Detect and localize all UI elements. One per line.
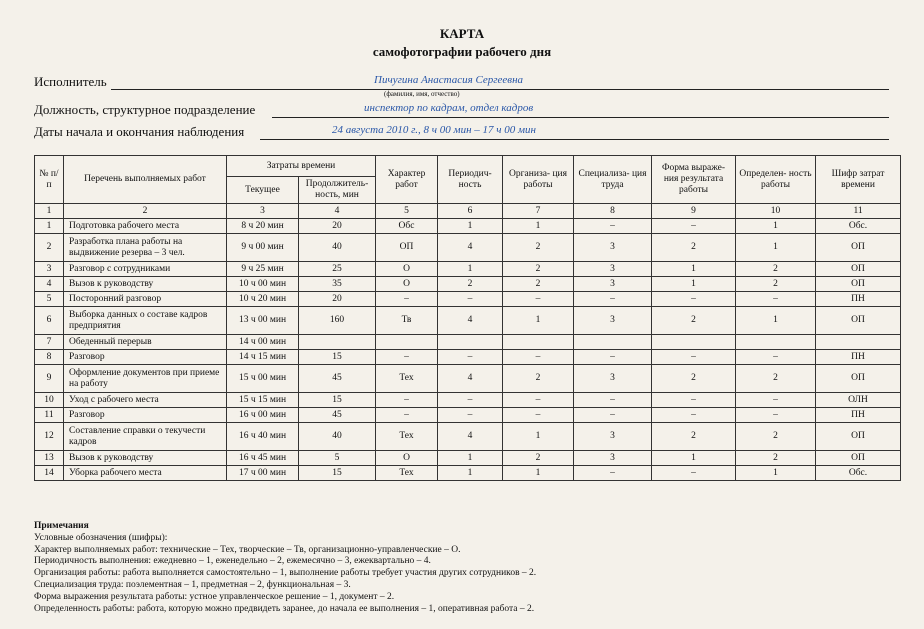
work-name: Выборка данных о составе кадров предприятия <box>64 307 227 335</box>
work-character: – <box>376 393 438 408</box>
table-row <box>35 408 901 423</box>
header-character: Характер работ <box>376 156 438 204</box>
row-number: 7 <box>35 335 64 350</box>
row-number: 1 <box>35 219 64 234</box>
certainty: 1 <box>736 234 816 262</box>
dates-label: Даты начала и окончания наблюдения <box>34 124 245 139</box>
time-code: Обс. <box>816 219 901 234</box>
specialization: – <box>574 292 652 307</box>
certainty: – <box>736 350 816 365</box>
duration: 15 <box>299 393 376 408</box>
result-form: 2 <box>652 307 736 335</box>
organization: 1 <box>503 466 574 481</box>
time-code: ПН <box>816 350 901 365</box>
header-duration: Продолжитель- ность, мин <box>299 177 376 204</box>
column-number: 1 <box>35 204 64 219</box>
work-name: Вызов к руководству <box>64 277 227 292</box>
current-time: 15 ч 00 мин <box>227 365 299 393</box>
row-number: 14 <box>35 466 64 481</box>
document-subtitle: самофотографии рабочего дня <box>372 44 552 59</box>
work-character: Обс <box>376 219 438 234</box>
specialization: – <box>574 219 652 234</box>
table-body <box>35 204 901 481</box>
work-name: Разговор с сотрудниками <box>64 262 227 277</box>
time-code: ОП <box>816 423 901 451</box>
table-row <box>35 466 901 481</box>
row-number: 12 <box>35 423 64 451</box>
work-character: ОП <box>376 234 438 262</box>
column-number: 2 <box>64 204 227 219</box>
header-periodicity: Периодич- ность <box>438 156 503 204</box>
current-time: 9 ч 25 мин <box>227 262 299 277</box>
row-number: 2 <box>35 234 64 262</box>
certainty: 2 <box>736 365 816 393</box>
organization: 1 <box>503 423 574 451</box>
row-number: 11 <box>35 408 64 423</box>
time-code <box>816 335 901 350</box>
duration: 15 <box>299 350 376 365</box>
work-character: – <box>376 408 438 423</box>
duration: 45 <box>299 408 376 423</box>
column-number: 6 <box>438 204 503 219</box>
result-form: 2 <box>652 365 736 393</box>
notes-heading: Примечания <box>34 521 89 531</box>
notes-section <box>34 521 536 615</box>
work-name: Разработка плана работы на выдвижение резерва – 3 чел. <box>64 234 227 262</box>
work-character <box>376 335 438 350</box>
current-time: 16 ч 40 мин <box>227 423 299 451</box>
periodicity: – <box>438 393 503 408</box>
periodicity: – <box>438 292 503 307</box>
work-name: Уход с рабочего места <box>64 393 227 408</box>
certainty: 1 <box>736 307 816 335</box>
result-form: 1 <box>652 277 736 292</box>
specialization: 3 <box>574 451 652 466</box>
note-line: Характер выполняемых работ: технические – Тех, творческие – Тв, организационно-управленческие – О. <box>34 544 461 555</box>
table-row <box>35 292 901 307</box>
work-character: – <box>376 350 438 365</box>
duration: 25 <box>299 262 376 277</box>
column-number: 11 <box>816 204 901 219</box>
column-number: 5 <box>376 204 438 219</box>
table-row <box>35 307 901 335</box>
current-time: 8 ч 20 мин <box>227 219 299 234</box>
table-row <box>35 277 901 292</box>
duration: 5 <box>299 451 376 466</box>
time-code: ОЛН <box>816 393 901 408</box>
header-organization: Организа- ция работы <box>503 156 574 204</box>
document-header <box>0 26 924 60</box>
time-code: ПН <box>816 292 901 307</box>
current-time: 9 ч 00 мин <box>227 234 299 262</box>
table-row <box>35 365 901 393</box>
work-character: Тех <box>376 423 438 451</box>
duration: 40 <box>299 423 376 451</box>
header-certainty: Определен- ность работы <box>736 156 816 204</box>
current-time: 17 ч 00 мин <box>227 466 299 481</box>
note-line: Определенность работы: работа, которую можно предвидеть заранее, до начала ее выполнения – 1, оперативная работа – 2. <box>34 603 535 614</box>
position-field <box>34 102 900 120</box>
organization: 2 <box>503 277 574 292</box>
executor-underline <box>111 89 889 90</box>
periodicity <box>438 335 503 350</box>
column-number: 10 <box>736 204 816 219</box>
dates-underline <box>260 139 889 140</box>
table-row <box>35 234 901 262</box>
work-character: Тех <box>376 365 438 393</box>
position-label: Должность, структурное подразделение <box>34 102 256 117</box>
work-name: Посторонний разговор <box>64 292 227 307</box>
work-name: Уборка рабочего места <box>64 466 227 481</box>
periodicity: – <box>438 350 503 365</box>
position-underline <box>272 117 889 118</box>
time-code: ОП <box>816 451 901 466</box>
work-character: Тв <box>376 307 438 335</box>
certainty: 1 <box>736 466 816 481</box>
column-number: 9 <box>652 204 736 219</box>
duration: 15 <box>299 466 376 481</box>
current-time: 10 ч 20 мин <box>227 292 299 307</box>
work-character: Тех <box>376 466 438 481</box>
work-character: О <box>376 277 438 292</box>
result-form: 1 <box>652 262 736 277</box>
periodicity: 4 <box>438 307 503 335</box>
result-form <box>652 335 736 350</box>
work-name: Обеденный перерыв <box>64 335 227 350</box>
specialization: 3 <box>574 423 652 451</box>
result-form: – <box>652 408 736 423</box>
current-time: 14 ч 15 мин <box>227 350 299 365</box>
time-code: ОП <box>816 365 901 393</box>
dates-field <box>34 124 900 142</box>
certainty: 2 <box>736 262 816 277</box>
duration: 20 <box>299 219 376 234</box>
table-row <box>35 262 901 277</box>
table-row <box>35 393 901 408</box>
current-time: 10 ч 00 мин <box>227 277 299 292</box>
row-number: 10 <box>35 393 64 408</box>
row-number: 9 <box>35 365 64 393</box>
organization: 1 <box>503 307 574 335</box>
organization: 2 <box>503 451 574 466</box>
row-number: 6 <box>35 307 64 335</box>
table-row <box>35 423 901 451</box>
note-line: Периодичность выполнения: ежедневно – 1, еженедельно – 2, ежемесячно – 3, ежеквартально – 4. <box>34 556 431 567</box>
organization <box>503 335 574 350</box>
time-code: ПН <box>816 408 901 423</box>
result-form: – <box>652 219 736 234</box>
row-number: 4 <box>35 277 64 292</box>
workday-table <box>34 155 901 481</box>
header-specialization: Специализа- ция труда <box>574 156 652 204</box>
table-row <box>35 451 901 466</box>
header-num: № п/п <box>35 156 64 204</box>
periodicity: 4 <box>438 365 503 393</box>
certainty <box>736 335 816 350</box>
header-work: Перечень выполняемых работ <box>64 156 227 204</box>
work-name: Подготовка рабочего места <box>64 219 227 234</box>
specialization: 3 <box>574 307 652 335</box>
periodicity: 4 <box>438 234 503 262</box>
periodicity: 1 <box>438 262 503 277</box>
organization: 2 <box>503 365 574 393</box>
header-current: Текущее <box>227 177 299 204</box>
row-number: 5 <box>35 292 64 307</box>
time-code: ОП <box>816 262 901 277</box>
result-form: 2 <box>652 234 736 262</box>
work-name: Оформление документов при приеме на работу <box>64 365 227 393</box>
specialization: – <box>574 350 652 365</box>
dates-value: 24 августа 2010 г., 8 ч 00 мин – 17 ч 00 мин <box>332 124 537 136</box>
result-form: – <box>652 350 736 365</box>
time-code: ОП <box>816 277 901 292</box>
certainty: 1 <box>736 219 816 234</box>
work-character: – <box>376 292 438 307</box>
specialization: 3 <box>574 234 652 262</box>
periodicity: 1 <box>438 451 503 466</box>
duration: 160 <box>299 307 376 335</box>
current-time: 15 ч 15 мин <box>227 393 299 408</box>
column-number: 7 <box>503 204 574 219</box>
executor-field <box>34 74 900 98</box>
time-code: ОП <box>816 307 901 335</box>
executor-value: Пичугина Анастасия Сергеевна <box>374 74 524 86</box>
work-name: Составление справки о текучести кадров <box>64 423 227 451</box>
periodicity: – <box>438 408 503 423</box>
note-line: Организация работы: работа выполняется самостоятельно – 1, выполнение работы требует участия других сотрудников – 2. <box>34 568 537 579</box>
specialization: – <box>574 466 652 481</box>
header-result-form: Форма выраже- ния результата работы <box>652 156 736 204</box>
periodicity: 4 <box>438 423 503 451</box>
executor-label: Исполнитель <box>34 74 107 89</box>
note-line: Специализация труда: поэлементная – 1, предметная – 2, функциональная – 3. <box>34 579 351 590</box>
duration: 35 <box>299 277 376 292</box>
work-name: Разговор <box>64 408 227 423</box>
specialization: 3 <box>574 365 652 393</box>
table-row <box>35 335 901 350</box>
periodicity: 1 <box>438 466 503 481</box>
duration: 20 <box>299 292 376 307</box>
result-form: 2 <box>652 423 736 451</box>
duration: 40 <box>299 234 376 262</box>
time-code: ОП <box>816 234 901 262</box>
work-character: О <box>376 451 438 466</box>
organization: – <box>503 408 574 423</box>
current-time: 16 ч 00 мин <box>227 408 299 423</box>
result-form: – <box>652 466 736 481</box>
organization: – <box>503 292 574 307</box>
work-name: Разговор <box>64 350 227 365</box>
specialization: 3 <box>574 262 652 277</box>
result-form: 1 <box>652 451 736 466</box>
duration: 45 <box>299 365 376 393</box>
row-number: 3 <box>35 262 64 277</box>
certainty: 2 <box>736 451 816 466</box>
table-row <box>35 350 901 365</box>
row-number: 13 <box>35 451 64 466</box>
executor-hint: (фамилия, имя, отчество) <box>384 90 460 98</box>
position-value: инспектор по кадрам, отдел кадров <box>364 102 534 114</box>
certainty: – <box>736 393 816 408</box>
work-character: О <box>376 262 438 277</box>
current-time: 16 ч 45 мин <box>227 451 299 466</box>
result-form: – <box>652 292 736 307</box>
time-code: Обс. <box>816 466 901 481</box>
current-time: 13 ч 00 мин <box>227 307 299 335</box>
header-time-costs: Затраты времени <box>227 156 376 177</box>
duration <box>299 335 376 350</box>
periodicity: 1 <box>438 219 503 234</box>
organization: – <box>503 350 574 365</box>
organization: – <box>503 393 574 408</box>
certainty: 2 <box>736 277 816 292</box>
specialization: 3 <box>574 277 652 292</box>
organization: 1 <box>503 219 574 234</box>
column-number: 8 <box>574 204 652 219</box>
current-time: 14 ч 00 мин <box>227 335 299 350</box>
certainty: – <box>736 408 816 423</box>
note-line: Условные обозначения (шифры): <box>34 532 168 543</box>
document-title: КАРТА <box>439 26 485 41</box>
periodicity: 2 <box>438 277 503 292</box>
header-code: Шифр затрат времени <box>816 156 901 204</box>
specialization <box>574 335 652 350</box>
certainty: 2 <box>736 423 816 451</box>
column-number: 4 <box>299 204 376 219</box>
note-line: Форма выражения результата работы: устное управленческое решение – 1, документ – 2. <box>34 591 395 602</box>
specialization: – <box>574 408 652 423</box>
table-row <box>35 219 901 234</box>
organization: 2 <box>503 234 574 262</box>
specialization: – <box>574 393 652 408</box>
column-number: 3 <box>227 204 299 219</box>
row-number: 8 <box>35 350 64 365</box>
certainty: – <box>736 292 816 307</box>
work-name: Вызов к руководству <box>64 451 227 466</box>
result-form: – <box>652 393 736 408</box>
organization: 2 <box>503 262 574 277</box>
column-numbers-row <box>35 204 901 219</box>
